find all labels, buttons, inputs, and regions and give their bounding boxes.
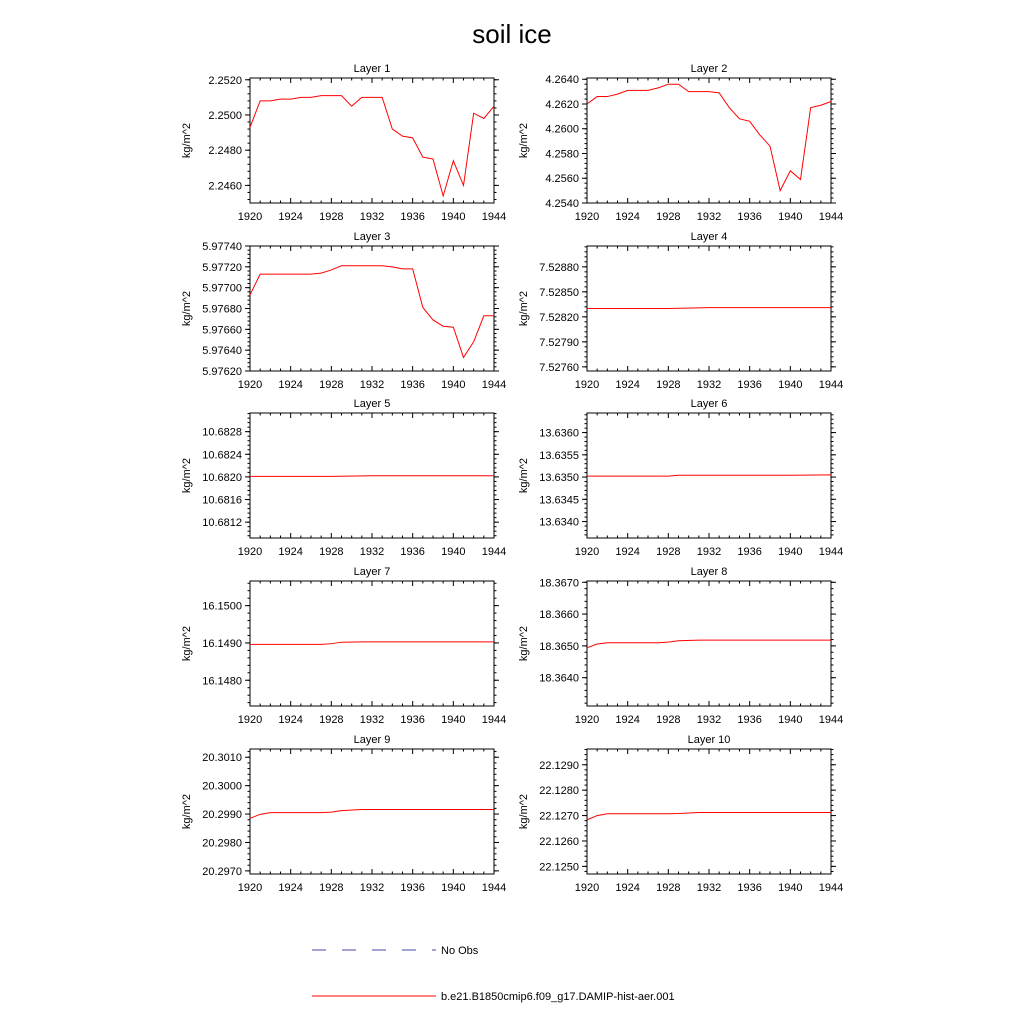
legend-item-model — [312, 991, 675, 1003]
layer-3-series-line — [250, 266, 494, 358]
layer-5-xtick-label: 1924 — [278, 546, 303, 558]
layer-1-xtick-label: 1940 — [441, 211, 466, 223]
layer-4-xtick-label: 1944 — [818, 379, 844, 391]
layer-1-ytick-label: 2.2460 — [208, 180, 242, 193]
layer-7-ytick-label: 16.1500 — [202, 600, 242, 613]
layer-4-ytick-label: 7.52760 — [539, 361, 579, 374]
layer-3-panel — [181, 231, 506, 391]
layer-3-xtick-label: 1944 — [481, 379, 507, 391]
layer-9-ytick-label: 20.2970 — [202, 865, 242, 878]
layer-9-ylabel: kg/m^2 — [181, 793, 193, 830]
layer-8-xtick-label: 1936 — [737, 714, 762, 726]
layer-4-ytick-label: 7.52850 — [539, 286, 579, 299]
legend-label-model: b.e21.B1850cmip6.f09_g17.DAMIP-hist-aer.001 — [441, 991, 675, 1003]
layer-3-ytick-label: 5.97680 — [202, 303, 242, 316]
layer-8-ytick-label: 18.3670 — [539, 577, 579, 590]
layer-6-ylabel: kg/m^2 — [518, 457, 530, 494]
layer-6-xtick-label: 1944 — [818, 546, 844, 558]
layer-7-xtick-label: 1936 — [400, 714, 425, 726]
layer-3-ytick-label: 5.97740 — [202, 241, 242, 253]
layer-3-ytick-label: 5.97620 — [202, 366, 242, 378]
layer-9-xtick-label: 1932 — [359, 882, 385, 894]
layer-1-panel — [181, 63, 506, 223]
layer-9-plot-frame — [250, 749, 494, 874]
layer-7-xtick-label: 1924 — [278, 714, 303, 726]
layer-9-xtick-label: 1936 — [400, 882, 425, 894]
layer-4-ytick-label: 7.52880 — [539, 261, 579, 274]
layer-8-xtick-label: 1928 — [656, 714, 681, 726]
layer-1-ytick-label: 2.2500 — [208, 109, 242, 122]
layer-6-xtick-label: 1936 — [737, 546, 762, 558]
layer-4-series-line — [587, 308, 831, 309]
layer-6-xtick-label: 1940 — [778, 546, 803, 558]
layer-8-ytick-label: 18.3650 — [539, 640, 579, 653]
layer-5-ytick-label: 10.6816 — [202, 494, 242, 507]
layer-3-xtick-label: 1936 — [400, 379, 425, 391]
layer-2-ytick-label: 4.2640 — [545, 74, 579, 87]
layer-10-xtick-label: 1940 — [778, 882, 803, 894]
layer-1-plot-frame — [250, 78, 494, 203]
layer-6-ytick-label: 13.6355 — [539, 449, 579, 462]
layer-5-xtick-label: 1920 — [237, 546, 263, 558]
layer-5-ytick-label: 10.6824 — [202, 449, 242, 462]
layer-10-plot-frame — [587, 749, 831, 874]
layer-2-ytick-label: 4.2580 — [545, 148, 579, 161]
layer-8-ytick-label: 18.3640 — [539, 672, 579, 685]
layer-10-series-line — [587, 813, 831, 820]
layer-4-panel — [518, 231, 843, 391]
layer-1-xtick-label: 1932 — [359, 211, 385, 223]
layer-10-panel — [518, 734, 843, 894]
layer-4-xtick-label: 1936 — [737, 379, 762, 391]
layer-4-ytick-label: 7.52820 — [539, 311, 579, 324]
layer-6-title: Layer 6 — [690, 398, 728, 410]
layer-7-ytick-label: 16.1480 — [202, 675, 242, 688]
layer-8-xtick-label: 1944 — [818, 714, 844, 726]
layer-8-title: Layer 8 — [690, 566, 728, 578]
layer-2-ytick-label: 4.2560 — [545, 173, 579, 186]
layer-5-xtick-label: 1936 — [400, 546, 425, 558]
layer-5-ytick-label: 10.6812 — [202, 517, 242, 530]
layer-8-panel — [518, 566, 843, 726]
layer-6-ytick-label: 13.6360 — [539, 427, 579, 440]
layer-4-xtick-label: 1932 — [696, 379, 722, 391]
layer-7-xtick-label: 1940 — [441, 714, 466, 726]
layer-10-xtick-label: 1944 — [818, 882, 844, 894]
layer-4-xtick-label: 1924 — [615, 379, 640, 391]
layer-9-panel — [181, 734, 506, 894]
layer-8-xtick-label: 1932 — [696, 714, 722, 726]
legend — [312, 945, 675, 1003]
layer-9-ytick-label: 20.3000 — [202, 780, 242, 793]
layer-2-xtick-label: 1932 — [696, 211, 722, 223]
layer-9-title: Layer 9 — [353, 734, 391, 746]
layer-4-title: Layer 4 — [690, 231, 728, 243]
layer-2-xtick-label: 1940 — [778, 211, 803, 223]
layer-9-series-line — [250, 810, 494, 819]
layer-9-xtick-label: 1940 — [441, 882, 466, 894]
layer-5-ytick-label: 10.6828 — [202, 426, 242, 439]
layer-7-panel — [181, 566, 506, 726]
layer-3-xtick-label: 1940 — [441, 379, 466, 391]
layer-4-ylabel: kg/m^2 — [518, 290, 530, 327]
layer-6-xtick-label: 1924 — [615, 546, 640, 558]
layer-8-ylabel: kg/m^2 — [518, 625, 530, 662]
layer-9-ytick-label: 20.2990 — [202, 809, 242, 822]
layer-2-xtick-label: 1924 — [615, 211, 640, 223]
layer-2-panel — [518, 63, 843, 223]
layer-10-xtick-label: 1920 — [574, 882, 600, 894]
layer-1-xtick-label: 1944 — [481, 211, 507, 223]
layer-10-title: Layer 10 — [687, 734, 731, 746]
layer-3-ytick-label: 5.97660 — [202, 324, 242, 337]
layer-5-title: Layer 5 — [353, 398, 391, 410]
layer-3-plot-frame — [250, 246, 494, 371]
layer-3-ytick-label: 5.97720 — [202, 261, 242, 274]
layer-4-xtick-label: 1920 — [574, 379, 600, 391]
layer-9-xtick-label: 1920 — [237, 882, 263, 894]
layer-10-xtick-label: 1928 — [656, 882, 681, 894]
layer-6-ytick-label: 13.6345 — [539, 494, 579, 507]
layer-2-ytick-label: 4.2540 — [545, 198, 579, 210]
layer-1-ytick-label: 2.2480 — [208, 145, 242, 158]
layer-2-title: Layer 2 — [690, 63, 728, 75]
layer-3-ylabel: kg/m^2 — [181, 290, 193, 327]
layer-5-xtick-label: 1932 — [359, 546, 385, 558]
layer-5-panel — [181, 398, 506, 558]
layer-1-series-line — [250, 96, 494, 196]
layer-6-series-line — [587, 475, 831, 476]
layer-1-xtick-label: 1920 — [237, 211, 263, 223]
layer-6-xtick-label: 1928 — [656, 546, 681, 558]
layer-10-ytick-label: 22.1260 — [539, 835, 579, 848]
layer-8-xtick-label: 1940 — [778, 714, 803, 726]
layer-9-xtick-label: 1928 — [319, 882, 344, 894]
layer-4-ytick-label: 7.52790 — [539, 336, 579, 349]
layer-3-xtick-label: 1924 — [278, 379, 303, 391]
layer-4-xtick-label: 1940 — [778, 379, 803, 391]
layer-6-panel — [518, 398, 843, 558]
layer-5-ylabel: kg/m^2 — [181, 457, 193, 494]
layer-8-xtick-label: 1920 — [574, 714, 600, 726]
panels-group — [181, 63, 843, 894]
layer-7-ytick-label: 16.1490 — [202, 637, 242, 650]
layer-8-plot-frame — [587, 581, 831, 706]
layer-3-xtick-label: 1920 — [237, 379, 263, 391]
layer-6-ytick-label: 13.6340 — [539, 516, 579, 529]
layer-6-xtick-label: 1920 — [574, 546, 600, 558]
layer-10-ytick-label: 22.1270 — [539, 810, 579, 823]
layer-7-title: Layer 7 — [353, 566, 391, 578]
layer-10-ytick-label: 22.1250 — [539, 861, 579, 874]
layer-10-xtick-label: 1924 — [615, 882, 640, 894]
layer-7-xtick-label: 1928 — [319, 714, 344, 726]
layer-2-xtick-label: 1920 — [574, 211, 600, 223]
layer-9-ytick-label: 20.2980 — [202, 837, 242, 850]
layer-7-xtick-label: 1932 — [359, 714, 385, 726]
layer-3-xtick-label: 1928 — [319, 379, 344, 391]
layer-2-ylabel: kg/m^2 — [518, 122, 530, 159]
layer-10-ytick-label: 22.1280 — [539, 785, 579, 798]
layer-1-ytick-label: 2.2520 — [208, 74, 242, 87]
layer-7-xtick-label: 1920 — [237, 714, 263, 726]
layer-3-ytick-label: 5.97640 — [202, 345, 242, 358]
legend-label-no-obs: No Obs — [441, 945, 479, 957]
layer-1-ylabel: kg/m^2 — [181, 122, 193, 159]
layer-10-xtick-label: 1932 — [696, 882, 722, 894]
layer-9-ytick-label: 20.3010 — [202, 752, 242, 765]
layer-10-xtick-label: 1936 — [737, 882, 762, 894]
layer-6-xtick-label: 1932 — [696, 546, 722, 558]
figure-title: soil ice — [472, 19, 552, 49]
layer-5-xtick-label: 1940 — [441, 546, 466, 558]
layer-2-xtick-label: 1928 — [656, 211, 681, 223]
layer-5-xtick-label: 1944 — [481, 546, 507, 558]
layer-9-xtick-label: 1924 — [278, 882, 303, 894]
layer-2-xtick-label: 1936 — [737, 211, 762, 223]
layer-4-xtick-label: 1928 — [656, 379, 681, 391]
layer-3-title: Layer 3 — [353, 231, 391, 243]
layer-7-series-line — [250, 642, 494, 645]
legend-item-no-obs — [312, 945, 479, 957]
layer-3-xtick-label: 1932 — [359, 379, 385, 391]
layer-2-xtick-label: 1944 — [818, 211, 844, 223]
layer-6-ytick-label: 13.6350 — [539, 472, 579, 485]
layer-5-series-line — [250, 476, 494, 477]
layer-8-series-line — [587, 640, 831, 648]
layer-1-xtick-label: 1936 — [400, 211, 425, 223]
layer-2-ytick-label: 4.2620 — [545, 98, 579, 111]
layer-7-plot-frame — [250, 581, 494, 706]
layer-1-title: Layer 1 — [353, 63, 391, 75]
layer-5-ytick-label: 10.6820 — [202, 471, 242, 484]
layer-2-plot-frame — [587, 78, 831, 203]
layer-7-ylabel: kg/m^2 — [181, 625, 193, 662]
layer-7-xtick-label: 1944 — [481, 714, 507, 726]
layer-2-series-line — [587, 84, 831, 190]
layer-10-ylabel: kg/m^2 — [518, 793, 530, 830]
layer-5-xtick-label: 1928 — [319, 546, 344, 558]
layer-9-xtick-label: 1944 — [481, 882, 507, 894]
layer-3-ytick-label: 5.97700 — [202, 282, 242, 295]
layer-10-ytick-label: 22.1290 — [539, 759, 579, 772]
layer-2-ytick-label: 4.2600 — [545, 123, 579, 136]
layer-1-xtick-label: 1924 — [278, 211, 303, 223]
layer-8-xtick-label: 1924 — [615, 714, 640, 726]
layer-1-xtick-label: 1928 — [319, 211, 344, 223]
layer-8-ytick-label: 18.3660 — [539, 609, 579, 622]
